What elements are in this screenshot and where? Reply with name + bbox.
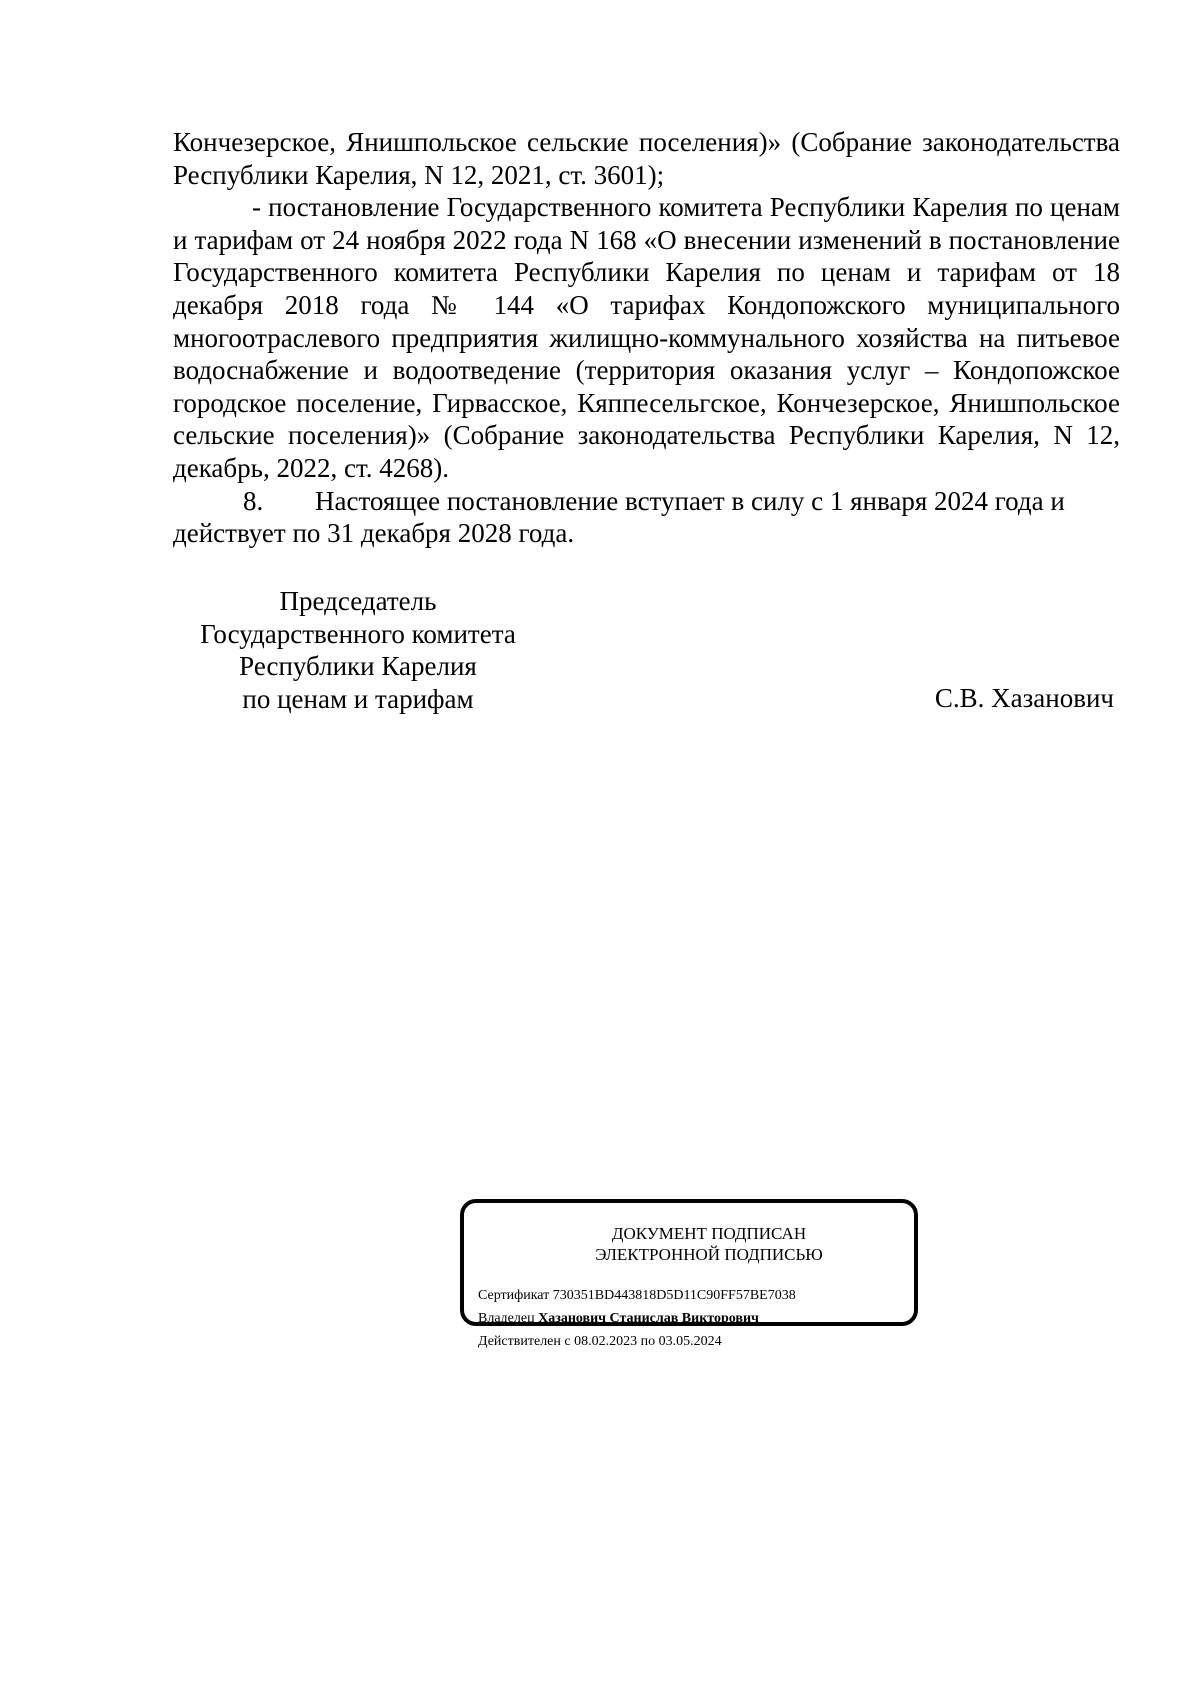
paragraph-resolution-reference: - постановление Государственного комитета Республики Карелия по ценам и тарифам от 24 ноября 2022 года N 168 «О внесении изменений в постановление Государственного комитета Республики Карелия по ценам и тарифам от 18 декабря 2018 года № 144 «О тарифах Кондопожского муниципального многоотраслевого предприятия жилищно-коммунального хозяйства на питьевое водоснабжение и водоотведение (территория оказания услуг – Кондопожское городское поселение, Гирвасское, Кяппесельгское, Кончезерское, Янишпольское сельские поселения)» (Собрание законодательства Республики Карелия, N 12, декабрь, 2022, ст. 4268). [173,192,1120,483]
stamp-owner [478,1307,796,1330]
stamp-title [464,1223,914,1265]
paragraph-continuation: Кончезерское, Янишпольское сельские поселения)» (Собрание законодательства Республики Карелия, N 12, 2021, ст. 3601); [173,127,1120,190]
valid-to: 03.05.2024 [658,1334,722,1349]
electronic-signature-stamp [460,1199,918,1349]
owner-value: Хазанович Станислав Викторович [538,1311,759,1326]
document-body [173,126,1120,550]
position-line-1: Председатель [279,586,437,616]
stamp-title-line-2: ЭЛЕКТРОННОЙ ПОДПИСЬЮ [595,1245,823,1264]
item-8-number: 8. [243,485,264,516]
stamp-validity [478,1330,796,1353]
position-line-4: по ценам и тарифам [242,683,474,714]
item-8-text: Настоящее постановление вступает в силу с 1 января 2024 года и действует по 31 декабря 2028 года. [173,485,1065,549]
owner-label: Владелец [478,1311,535,1326]
valid-from: 08.02.2023 [574,1334,638,1349]
certificate-label: Сертификат [478,1288,550,1303]
stamp-certificate [478,1284,796,1307]
paragraph-item-8 [173,485,1120,550]
signatory-name: С.В. Хазанович [934,683,1114,713]
stamp-title-line-1: ДОКУМЕНТ ПОДПИСАН [611,1224,807,1243]
valid-to-label: по [640,1334,656,1349]
valid-label: Действителен с [478,1334,571,1349]
position-line-3: Республики Карелия [239,651,477,682]
stamp-details [478,1284,796,1353]
signatory-position [173,585,543,715]
position-line-2: Государственного комитета [200,618,516,649]
certificate-value: 730351BD443818D5D11C90FF57BE7038 [552,1288,796,1303]
